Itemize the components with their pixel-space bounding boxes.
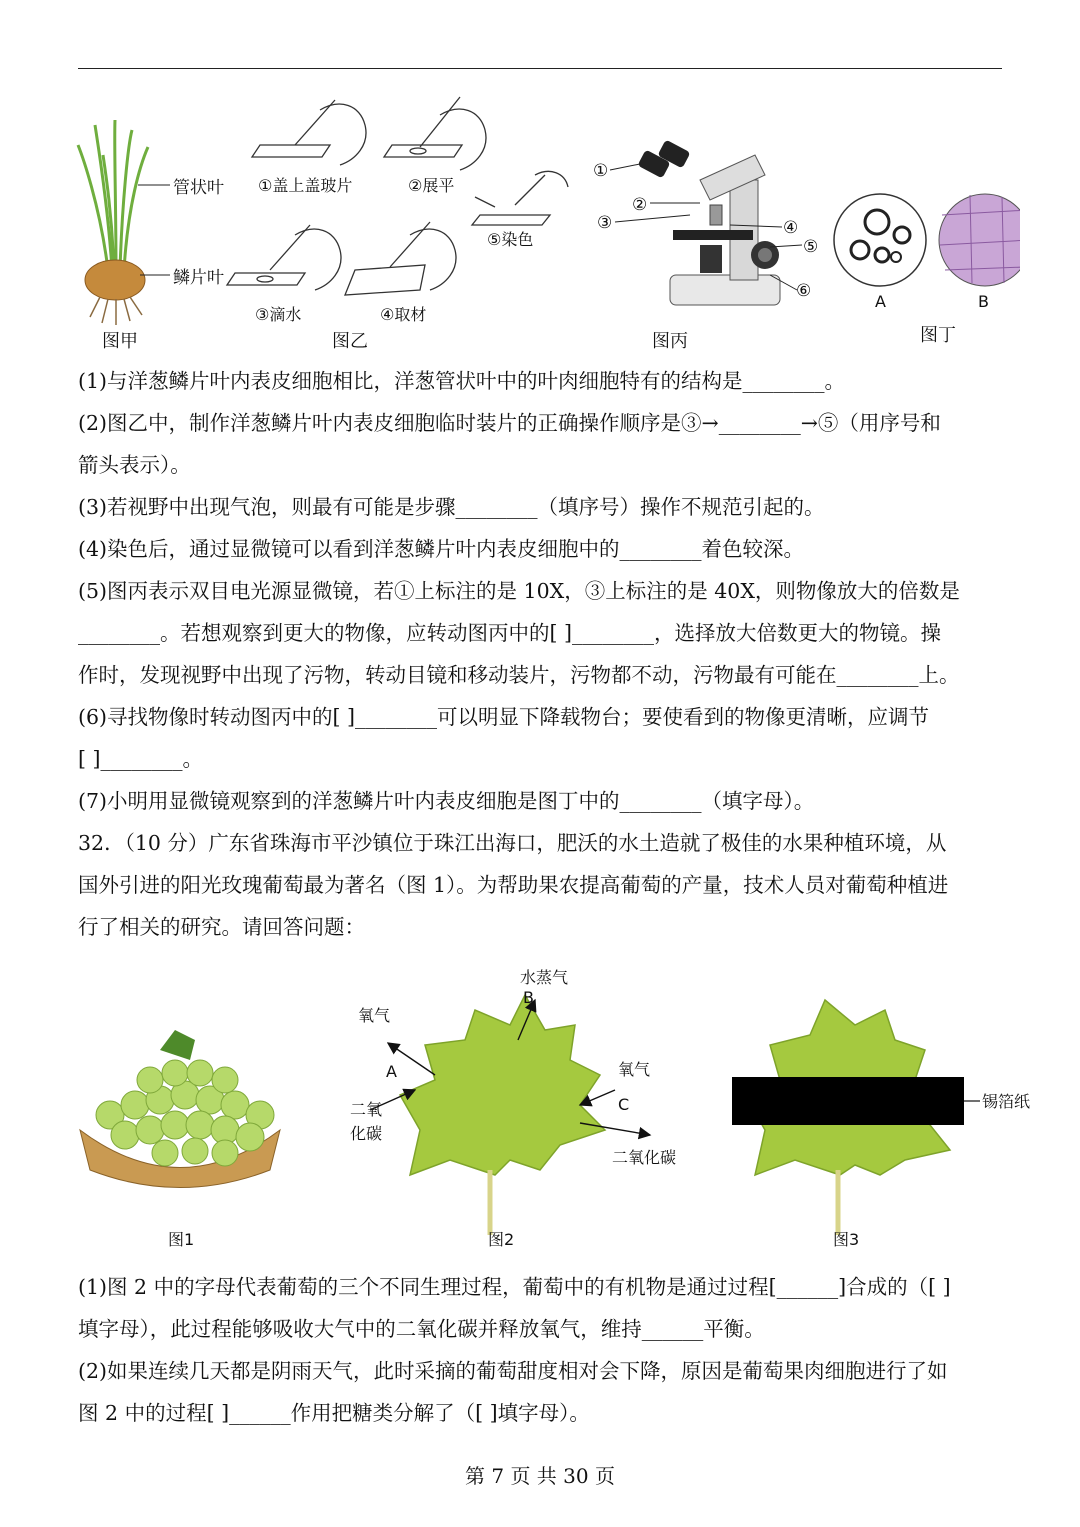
question-line: 作时，发现视野中出现了污物，转动目镜和移动装片，污物都不动，污物最有可能在________上。 (78, 663, 960, 687)
question-line: ________。若想观察到更大的物像，应转动图丙中的[ ]________，选择放大倍数更大的物镜。操 (78, 621, 942, 645)
question-line: (2)图乙中，制作洋葱鳞片叶内表皮细胞临时装片的正确操作顺序是③→________→⑤（用序号和 (78, 411, 941, 435)
question-line: (7)小明用显微镜观察到的洋葱鳞片叶内表皮细胞是图丁中的________（填字母）。 (78, 789, 815, 813)
question-line: 国外引进的阳光玫瑰葡萄最为著名（图 1）。为帮助果农提高葡萄的产量，技术人员对葡萄种植进 (78, 873, 949, 897)
micro-label-6: ⑥ (796, 281, 812, 301)
caption-bing: 图丙 (652, 331, 688, 352)
micro-label-3: ③ (597, 213, 613, 233)
question-line: (3)若视野中出现气泡，则最有可能是步骤________（填序号）操作不规范引起的。 (78, 495, 825, 519)
label-view-b: B (978, 292, 989, 311)
foil-leaf-diagram (732, 1000, 980, 1235)
caption-ding: 图丁 (920, 325, 956, 346)
questions-block-2 (78, 1266, 1008, 1434)
label-scale-leaf: 鳞片叶 (173, 268, 224, 288)
label-process-c: C (618, 1095, 630, 1114)
label-step-2: ②展平 (408, 176, 455, 195)
page-footer: 第 7 页 共 30 页 (465, 1464, 615, 1488)
caption-fig2: 图2 (488, 1230, 515, 1249)
question-line: 图 2 中的过程[ ]______作用把糖类分解了（[ ]填字母）。 (78, 1401, 590, 1425)
microscope-view-b (939, 194, 1020, 286)
label-step-5: ⑤染色 (487, 230, 534, 249)
question-line: 填字母），此过程能够吸收大气中的二氧化碳并释放氧气，维持______平衡。 (78, 1317, 765, 1341)
slide-steps-illustration (227, 97, 568, 295)
question-line: (2)如果连续几天都是阴雨天气，此时采摘的葡萄甜度相对会下降，原因是葡萄果肉细胞进行了如 (78, 1359, 948, 1383)
question-line: (1)与洋葱鳞片叶内表皮细胞相比，洋葱管状叶中的叶肉细胞特有的结构是________。 (78, 369, 846, 393)
label-co2-right: 二氧化碳 (612, 1148, 677, 1167)
label-process-b: B (523, 988, 534, 1007)
micro-label-1: ① (593, 161, 609, 181)
label-oxygen-right: 氧气 (618, 1060, 651, 1079)
label-water-vapor: 水蒸气 (520, 968, 569, 987)
label-foil: 锡箔纸 (982, 1092, 1031, 1111)
label-co2-left-2: 化碳 (350, 1124, 383, 1143)
onion-illustration (78, 120, 170, 325)
micro-label-4: ④ (783, 218, 799, 238)
caption-jia: 图甲 (102, 331, 138, 352)
question-line: 行了相关的研究。请回答问题： (78, 915, 365, 939)
caption-yi: 图乙 (332, 331, 368, 352)
label-oxygen-left: 氧气 (358, 1006, 391, 1025)
question-line: 箭头表示）。 (78, 453, 191, 477)
label-view-a: A (875, 292, 886, 311)
question-line: (6)寻找物像时转动图丙中的[ ]________可以明显下降载物台；要使看到的物像更清晰，应调节 (78, 705, 930, 729)
question-line: 32．（10 分）广东省珠海市平沙镇位于珠江出海口，肥沃的水土造就了极佳的水果种植环境，从 (78, 831, 947, 855)
micro-label-5: ⑤ (803, 237, 819, 257)
label-co2-left-1: 二氧 (350, 1100, 383, 1119)
header-rule (78, 68, 1002, 69)
label-process-a: A (386, 1062, 397, 1081)
grape-leaf-diagram (400, 995, 605, 1235)
label-tube-leaf: 管状叶 (173, 178, 224, 198)
micro-label-2: ② (632, 195, 648, 215)
question-line: (4)染色后，通过显微镜可以看到洋葱鳞片叶内表皮细胞中的________着色较深。 (78, 537, 805, 561)
microscope-illustration (637, 139, 780, 305)
figure-row-top (70, 85, 1020, 355)
question-line: [ ]________。 (78, 747, 204, 771)
grapes-basket-image (80, 1030, 280, 1188)
label-step-4: ④取材 (380, 305, 427, 324)
label-step-3: ③滴水 (255, 305, 302, 324)
label-step-1: ①盖上盖玻片 (258, 176, 353, 195)
caption-fig1: 图1 (168, 1230, 195, 1249)
figure-row-bottom (70, 955, 1060, 1255)
question-line: (1)图 2 中的字母代表葡萄的三个不同生理过程，葡萄中的有机物是通过过程[______]合成的（[ ] (78, 1275, 951, 1299)
questions-block-1 (78, 360, 1008, 948)
microscope-view-a (834, 194, 926, 286)
caption-fig3: 图3 (833, 1230, 860, 1249)
question-line: (5)图丙表示双目电光源显微镜，若①上标注的是 10X，③上标注的是 40X，则物像放大的倍数是 (78, 579, 960, 603)
